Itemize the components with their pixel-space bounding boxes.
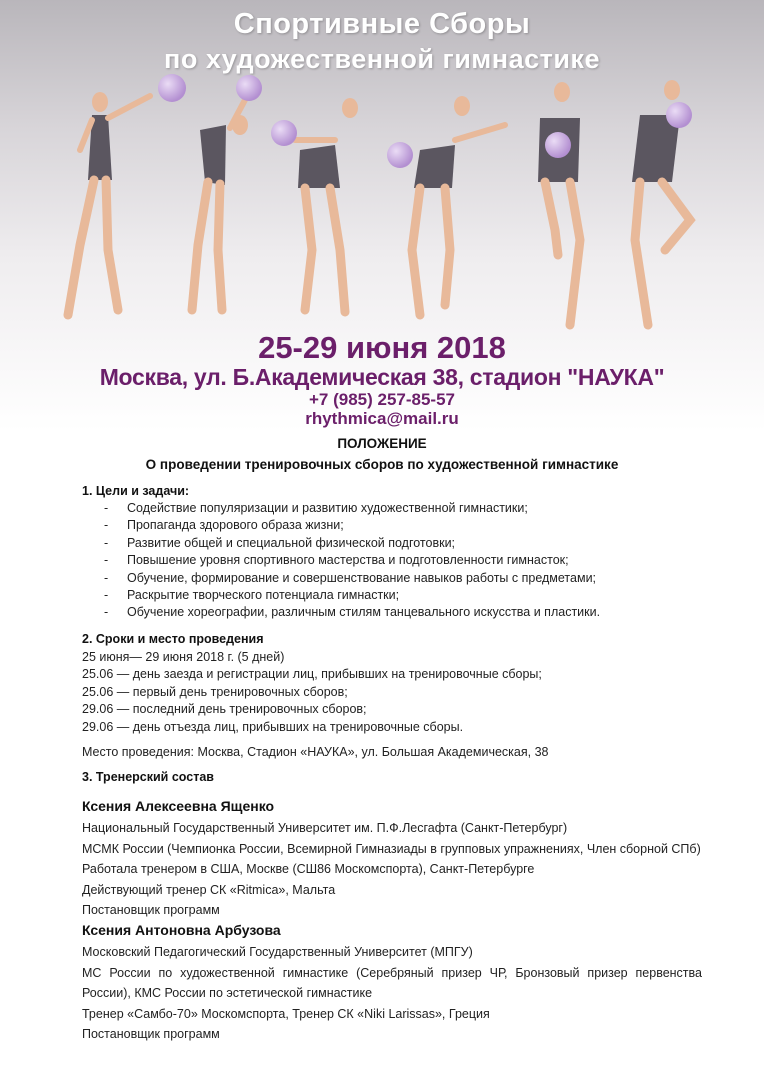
event-dates: 25-29 июня 2018 (258, 330, 506, 365)
goals-list (104, 500, 600, 622)
event-banner (0, 0, 764, 432)
list-item: - Содействие популяризации и развитию художественной гимнастики; (104, 501, 528, 515)
section1-title: 1. Цели и задачи: (82, 484, 190, 498)
gymnast-figure-3 (271, 98, 358, 312)
list-item: - Раскрытие творческого потенциала гимнастки; (104, 588, 400, 603)
trainer-2-details (82, 942, 702, 1045)
trainer-detail-line: Национальный Государственный Университет им. П.Ф.Лесгафта (Санкт-Петербург) (82, 821, 568, 835)
trainer-detail-line: МС России по художественной гимнастике (Серебряный призер ЧР, Бронзовый призер первенства России), КМС России по эстетической гимнастике (82, 965, 702, 1000)
document-heading: ПОЛОЖЕНИЕ (337, 436, 427, 451)
trainer-detail-line: Постановщик программ (82, 1027, 220, 1041)
schedule-line: 29.06 — последний день тренировочных сборов; (82, 702, 367, 717)
gymnast-figure-2 (192, 75, 262, 310)
schedule-line: 25.06 — день заезда и регистрации лиц, прибывших на тренировочные сборы; (82, 667, 542, 682)
banner-title-line1: Спортивные Сборы (233, 8, 531, 40)
schedule-line: 29.06 — день отъезда лиц, прибывших на тренировочные сборы. (82, 719, 464, 734)
gymnast-figure-1 (68, 74, 186, 315)
gymnasts-illustration (0, 70, 764, 335)
trainer-2-name: Ксения Антоновна Арбузова (82, 922, 281, 938)
document-subheading: О проведении тренировочных сборов по художественной гимнастике (145, 457, 619, 472)
gymnast-figure-5 (538, 82, 580, 325)
trainer-detail-line: Работала тренером в США, Москве (СШ86 Москомспорта), Санкт-Петербурге (82, 862, 535, 876)
contact-email: rhythmica@mail.ru (305, 409, 459, 428)
gymnast-figure-6 (632, 80, 692, 325)
list-item: - Обучение, формирование и совершенствование навыков работы с предметами; (104, 570, 597, 585)
trainer-detail-line: Постановщик программ (82, 903, 220, 917)
section3-title: 3. Тренерский состав (82, 770, 214, 784)
list-item: - Развитие общей и специальной физической подготовки; (104, 535, 456, 550)
event-address: Москва, ул. Б.Академическая 38, стадион "НАУКА" (99, 364, 665, 390)
list-item: - Пропаганда здорового образа жизни; (104, 518, 344, 533)
schedule-lines (82, 649, 542, 736)
gymnast-figure-4 (387, 96, 505, 315)
venue-line: Место проведения: Москва, Стадион «НАУКА», ул. Большая Академическая, 38 (82, 745, 549, 759)
list-item: - Повышение уровня спортивного мастерства и подготовленности гимнасток; (104, 553, 569, 568)
schedule-line: 25 июня— 29 июня 2018 г. (5 дней) (82, 650, 285, 664)
trainer-detail-line: МСМК России (Чемпионка России, Всемирной Гимназиады в групповых упражнениях, Член сборной СПб) (82, 841, 701, 856)
section2-title: 2. Сроки и место проведения (82, 632, 264, 646)
schedule-line: 25.06 — первый день тренировочных сборов; (82, 684, 348, 699)
contact-phone: +7 (985) 257-85-57 (308, 390, 456, 409)
trainer-1-name: Ксения Алексеевна Ященко (82, 798, 275, 814)
banner-title-line2: по художественной гимнастике (164, 44, 600, 74)
trainer-detail-line: Тренер «Самбо-70» Москомспорта, Тренер СК «Niki Larissas», Греция (82, 1006, 490, 1021)
trainer-detail-line: Московский Педагогический Государственный Университет (МПГУ) (82, 945, 473, 959)
trainer-detail-line: Действующий тренер СК «Ritmica», Мальта (82, 882, 336, 897)
trainer-1-details (82, 818, 702, 921)
list-item: - Обучение хореографии, различным стилям танцевального искусства и пластики. (104, 605, 601, 620)
